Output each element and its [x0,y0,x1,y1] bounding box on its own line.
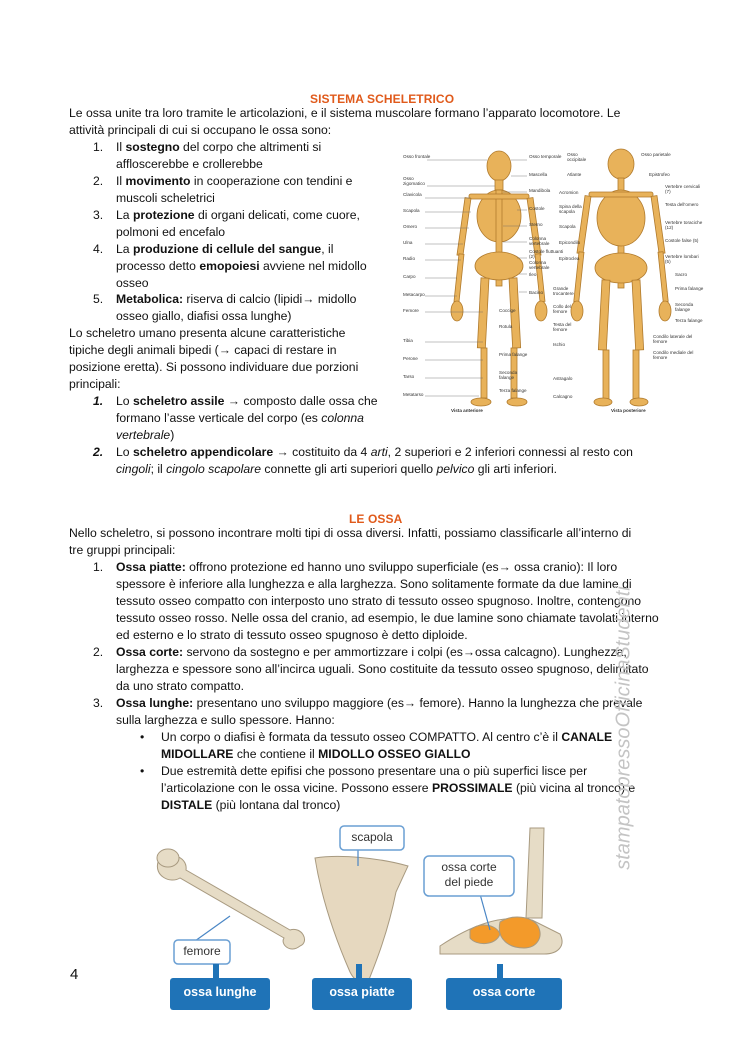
front-label-scapola: Scapola [403,208,420,213]
list-item-5: 5. Metabolica: riserva di calcio (lipidi→ midollo osseo giallo, diafisi ossa lunghe) [93,292,357,323]
back-label-astragalo: Astragalo [553,376,573,381]
front-label-sterno: Sterno [529,222,543,227]
front-caption: Vista anteriore [451,408,483,413]
front-label-metacarpo: Metacarpo [403,292,425,297]
front-label-ulna: Ulna [403,240,413,245]
front-label-prima-falange: Prima falange [499,352,528,357]
front-label-zigomatico: Osso zigomatico [403,176,425,187]
front-label-terza-falange: Terza falange [499,388,527,393]
ossa-item-piatte: 1. Ossa piatte: offrono protezione ed hanno uno sviluppo superficiale (es→ ossa cranio): Il loro spessore è inferiore alla lunghezza e alla larghezza. Sono solitamente formate da due lamine di tessuto osseo compatto con interposto uno strato di tessuto osseo spugnoso. Inoltre, contengono tessuto osseo rosso. Nelle ossa del cranio, ad esempio, le due lamine sono chiamate tavolati interno ed esterno e lo strato di tessuto osseo spugnoso è detto diploide. [93,560,659,642]
badge-ossa-piatte: ossa piatte [329,985,395,999]
ossa-item-corte: 2. Ossa corte: servono da sostegno e per ammortizzare i colpi (es→ossa calcagno). Lunghezza, larghezza e spessore sono all’incirca uguali. Sono costituite da tessuto osseo spugnoso, delimitato da uno strato compatto. [93,645,649,693]
back-label-cervicali: Vertebre cervicali (7) [665,184,701,195]
front-label-tarso: Tarso [403,374,415,379]
paragraph-bipedi: Lo scheletro umano presenta alcune caratteristiche tipiche degli animali bipedi (→ capaci di restare in posizione eretta). Si possono individuare due porzioni principali: [69,326,359,391]
back-label-atlante: Atlante [567,172,582,177]
front-label-femore: Femore [403,308,419,313]
front-label-clavicola: Clavicola [403,192,422,197]
ossa-intro-line-2: tre gruppi principali: [69,543,176,557]
list-item-2: 2. Il movimento in cooperazione con tendini e muscoli scheletrici [93,174,353,205]
bones-illustration [140,822,576,1014]
back-label-spina: Spina della scapola [559,204,582,215]
ossa-intro-line-1: Nello scheletro, si possono incontrare molti tipi di ossa diversi. Infatti, possiamo classificarle all’interno di [69,526,632,540]
front-label-perone: Perone [403,356,418,361]
front-label-colonna-2: Colonna vertebrale [529,260,550,271]
back-label-parietale: Osso parietale [641,152,671,157]
back-label-costole-false: Costole false (5) [665,238,699,243]
front-label-frontale: Osso frontale [403,154,431,159]
front-label-carpo: Carpo [403,274,416,279]
front-label-mandibola: Mandibola [529,188,551,193]
back-label-testa-femore: Testa del femore [553,322,572,333]
front-label-ileo: Ileo [529,272,537,277]
front-label-radio: Radio [403,256,416,261]
section-title-le-ossa: LE OSSA [349,512,403,526]
bullet-epifisi: • Due estremità dette epifisi che possono presentare una o più superfici lisce per l’articolazione con le ossa vicine. Possono essere PROSSIMALE (più vicina al tronco) e DISTALE (più lontana dal tronco) [140,764,636,812]
badge-ossa-corte: ossa corte [472,985,536,999]
back-label-scapola: Scapola [559,224,576,229]
front-label-seconda-falange: Seconda falange [499,370,518,381]
back-label-condilo-laterale: Condilo laterale del femore [653,334,693,345]
front-label-fluttuanti: Costole fluttuanti (2) [529,249,564,260]
back-label-condilo-mediale: Condilo mediale del femore [653,350,694,361]
back-label-ischio: Ischio [553,342,566,347]
front-label-metatarso: Metatarso [403,392,424,397]
front-label-bacino: Bacino [529,290,544,295]
badge-ossa-lunghe: ossa lunghe [183,985,257,999]
front-label-colonna: Colonna vertebrale [529,236,550,247]
front-label-temporale: Osso temporale [529,154,562,159]
sub-item-scheletro-assile: 1. Lo scheletro assile → composto dalle ossa che formano l’asse verticale del corpo (es colonna vertebrale) [93,394,378,442]
list-item-4: 4. La produzione di cellule del sangue, il processo detto emopoiesi avviene nel midollo osseo [93,242,367,290]
back-caption: Vista posteriore [611,408,646,413]
back-label-collo-femore: Collo del femore [553,304,571,315]
intro-line-2: attività principali di cui si occupano le ossa sono: [69,123,332,137]
page-number: 4 [70,966,79,983]
back-label-toraciche: Vertebre toraciche (12) [665,220,703,231]
list-item-1: 1. Il sostegno del corpo che altrimenti si affloscerebbe e crollerebbe [93,140,322,171]
front-label-rotula: Rotula [499,324,513,329]
back-label-trocantere: Grande trocantere [553,286,574,297]
skeleton-illustration [399,146,711,416]
label-femore: femore [183,944,221,958]
back-label-lombari: Vertebre lombari (5) [665,254,699,265]
list-item-3: 3. La protezione di organi delicati, come cuore, polmoni ed encefalo [93,208,360,239]
front-label-costole: Costole [529,206,545,211]
back-label-prima-falange: Prima falange [675,286,704,291]
back-label-testa-omero: Testa dell’omero [665,202,699,207]
bullet-diafisi: • Un corpo o diafisi è formata da tessuto osseo COMPATTO. Al centro c’è il CANALE MIDOLLARE che contiene il MIDOLLO OSSEO GIALLO [140,730,613,761]
section-title-sistema-scheletrico: SISTEMA SCHELETRICO [310,92,455,106]
back-label-calcagno: Calcagno [553,394,573,399]
back-label-sacro: Sacro [675,272,688,277]
watermark: stampatopressoOfficinaStudenti [612,586,635,870]
back-label-epitroclea: Epitroclea [559,256,580,261]
back-label-terza-falange: Terza falange [675,318,703,323]
front-label-tibia: Tibia [403,338,413,343]
back-label-seconda-falange: Seconda falange [675,302,694,313]
front-label-coccige: Coccige [499,308,516,313]
front-label-mascella: Mascella [529,172,548,177]
label-scapola: scapola [351,830,393,844]
back-label-acromion: Acromion [559,190,579,195]
back-label-epicondilo: Epicondilo [559,240,581,245]
label-ossa-corte-piede: ossa corte del piede [441,860,497,889]
intro-line-1: Le ossa unite tra loro tramite le articolazioni, e il sistema muscolare formano l’apparato locomotore. Le [69,106,621,120]
sub-item-scheletro-appendicolare: 2. Lo scheletro appendicolare → costituito da 4 arti, 2 superiori e 2 inferiori connessi al resto con cingoli; il cingolo scapolare connette gli arti superiori quello pelvico gli arti inferiori. [93,445,633,476]
ossa-item-lunghe: 3. Ossa lunghe: presentano uno sviluppo maggiore (es→ femore). Hanno la lunghezza che prevale sulla larghezza e sullo spessore. Hanno: [93,696,643,727]
back-label-epistrofeo: Epistrofeo [649,172,670,177]
back-label-occipitale: Osso occipitale [567,152,587,163]
front-label-omero: Omero [403,224,418,229]
